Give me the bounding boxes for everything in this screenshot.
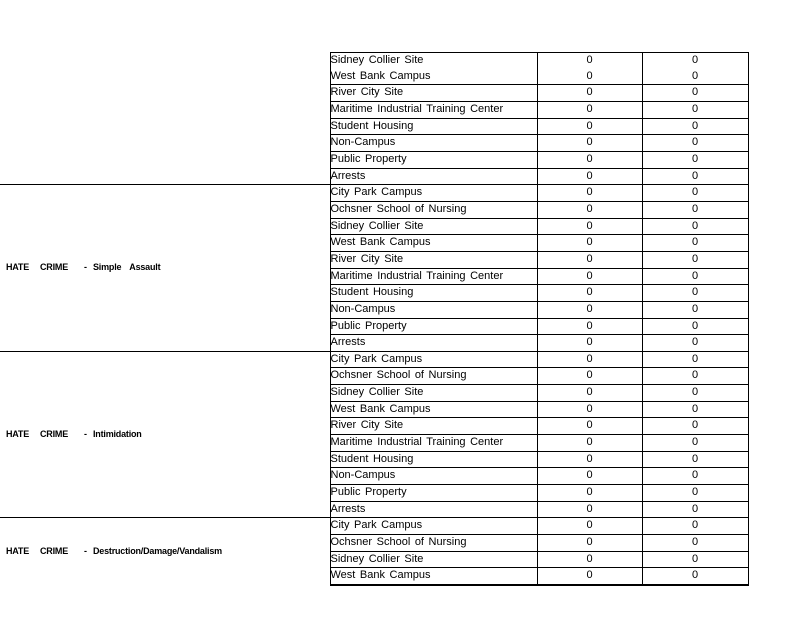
category-label [0,260,330,276]
location-cell: Public Property [330,485,537,502]
value-cell: 0 [537,485,642,502]
value-cell: 0 [642,535,748,552]
value-cell: 0 [642,518,748,535]
value-cell: 0 [537,251,642,268]
value-cell: 0 [537,435,642,452]
location-cell: Student Housing [330,451,537,468]
value-cell: 0 [537,118,642,135]
location-cell: Arrests [330,501,537,518]
crime-stats-table [0,52,749,586]
value-cell: 0 [537,301,642,318]
value-cell: 0 [642,185,748,202]
category-label-word: CRIME [40,262,68,273]
value-cell: 0 [537,268,642,285]
category-label-word: Simple Assault [93,262,161,273]
location-cell: Sidney Collier Site [330,218,537,235]
value-cell: 0 [537,318,642,335]
location-cell: West Bank Campus [330,401,537,418]
category-label-word: CRIME [40,428,68,439]
location-cell: Arrests [330,168,537,185]
value-cell: 0 [537,135,642,152]
location-cell: Sidney Collier Site [330,551,537,568]
value-cell: 0 [642,218,748,235]
value-cell: 0 [642,351,748,368]
category-label [0,427,330,443]
value-cell: 0 [537,185,642,202]
table-row [0,351,748,368]
location-cell: River City Site [330,85,537,102]
value-cell: 0 [537,568,642,585]
value-cell: 0 [537,535,642,552]
category-label-word: - [84,262,87,273]
value-cell: 0 [537,335,642,352]
location-cell: Student Housing [330,285,537,302]
value-cell: 0 [642,435,748,452]
category-label-word: HATE [6,428,30,439]
table-row [0,53,748,69]
value-cell: 0 [642,285,748,302]
location-cell: Non-Campus [330,468,537,485]
value-cell: 0 [537,551,642,568]
category-label-word: - [84,428,87,439]
category-cell [0,185,330,352]
category-label [0,544,330,560]
category-label-word: CRIME [40,545,68,556]
value-cell: 0 [642,118,748,135]
value-cell: 0 [537,151,642,168]
value-cell: 0 [642,301,748,318]
location-cell: City Park Campus [330,185,537,202]
value-cell: 0 [537,69,642,85]
value-cell: 0 [642,335,748,352]
location-cell: Maritime Industrial Training Center [330,435,537,452]
value-cell: 0 [642,235,748,252]
location-cell: City Park Campus [330,351,537,368]
value-cell: 0 [537,518,642,535]
value-cell: 0 [642,368,748,385]
location-cell: Ochsner School of Nursing [330,535,537,552]
table-row [0,518,748,535]
value-cell: 0 [642,268,748,285]
value-cell: 0 [642,69,748,85]
category-label-word: - [84,545,87,556]
location-cell: West Bank Campus [330,568,537,585]
value-cell: 0 [642,468,748,485]
category-label-word: HATE [6,262,30,273]
value-cell: 0 [642,485,748,502]
value-cell: 0 [537,401,642,418]
value-cell: 0 [642,451,748,468]
value-cell: 0 [642,101,748,118]
crime-stats-table-container [0,52,748,586]
value-cell: 0 [642,85,748,102]
location-cell: Maritime Industrial Training Center [330,268,537,285]
location-cell: Non-Campus [330,135,537,152]
value-cell: 0 [537,168,642,185]
table-row [0,185,748,202]
location-cell: West Bank Campus [330,69,537,85]
location-cell: Ochsner School of Nursing [330,201,537,218]
location-cell: Sidney Collier Site [330,53,537,69]
value-cell: 0 [642,401,748,418]
location-cell: Arrests [330,335,537,352]
location-cell: City Park Campus [330,518,537,535]
value-cell: 0 [537,385,642,402]
value-cell: 0 [642,201,748,218]
value-cell: 0 [537,285,642,302]
value-cell: 0 [642,551,748,568]
location-cell: Student Housing [330,118,537,135]
category-cell [0,518,330,585]
value-cell: 0 [642,568,748,585]
location-cell: Sidney Collier Site [330,385,537,402]
location-cell: Non-Campus [330,301,537,318]
value-cell: 0 [642,501,748,518]
value-cell: 0 [642,418,748,435]
value-cell: 0 [642,318,748,335]
value-cell: 0 [537,351,642,368]
value-cell: 0 [537,218,642,235]
value-cell: 0 [537,235,642,252]
value-cell: 0 [642,251,748,268]
location-cell: River City Site [330,418,537,435]
category-label-word: HATE [6,545,30,556]
location-cell: Maritime Industrial Training Center [330,101,537,118]
location-cell: West Bank Campus [330,235,537,252]
value-cell: 0 [537,85,642,102]
value-cell: 0 [537,418,642,435]
value-cell: 0 [642,53,748,69]
value-cell: 0 [537,368,642,385]
category-label-word: Destruction/Damage/Vandalism [93,545,222,556]
category-label-word: Intimidation [93,428,142,439]
location-cell: Ochsner School of Nursing [330,368,537,385]
value-cell: 0 [537,201,642,218]
value-cell: 0 [642,135,748,152]
location-cell: Public Property [330,318,537,335]
value-cell: 0 [642,151,748,168]
location-cell: River City Site [330,251,537,268]
value-cell: 0 [537,101,642,118]
location-cell: Public Property [330,151,537,168]
value-cell: 0 [537,501,642,518]
value-cell: 0 [537,468,642,485]
value-cell: 0 [537,451,642,468]
value-cell: 0 [642,168,748,185]
value-cell: 0 [642,385,748,402]
category-cell [0,351,330,518]
category-cell-empty [0,53,330,185]
value-cell: 0 [537,53,642,69]
